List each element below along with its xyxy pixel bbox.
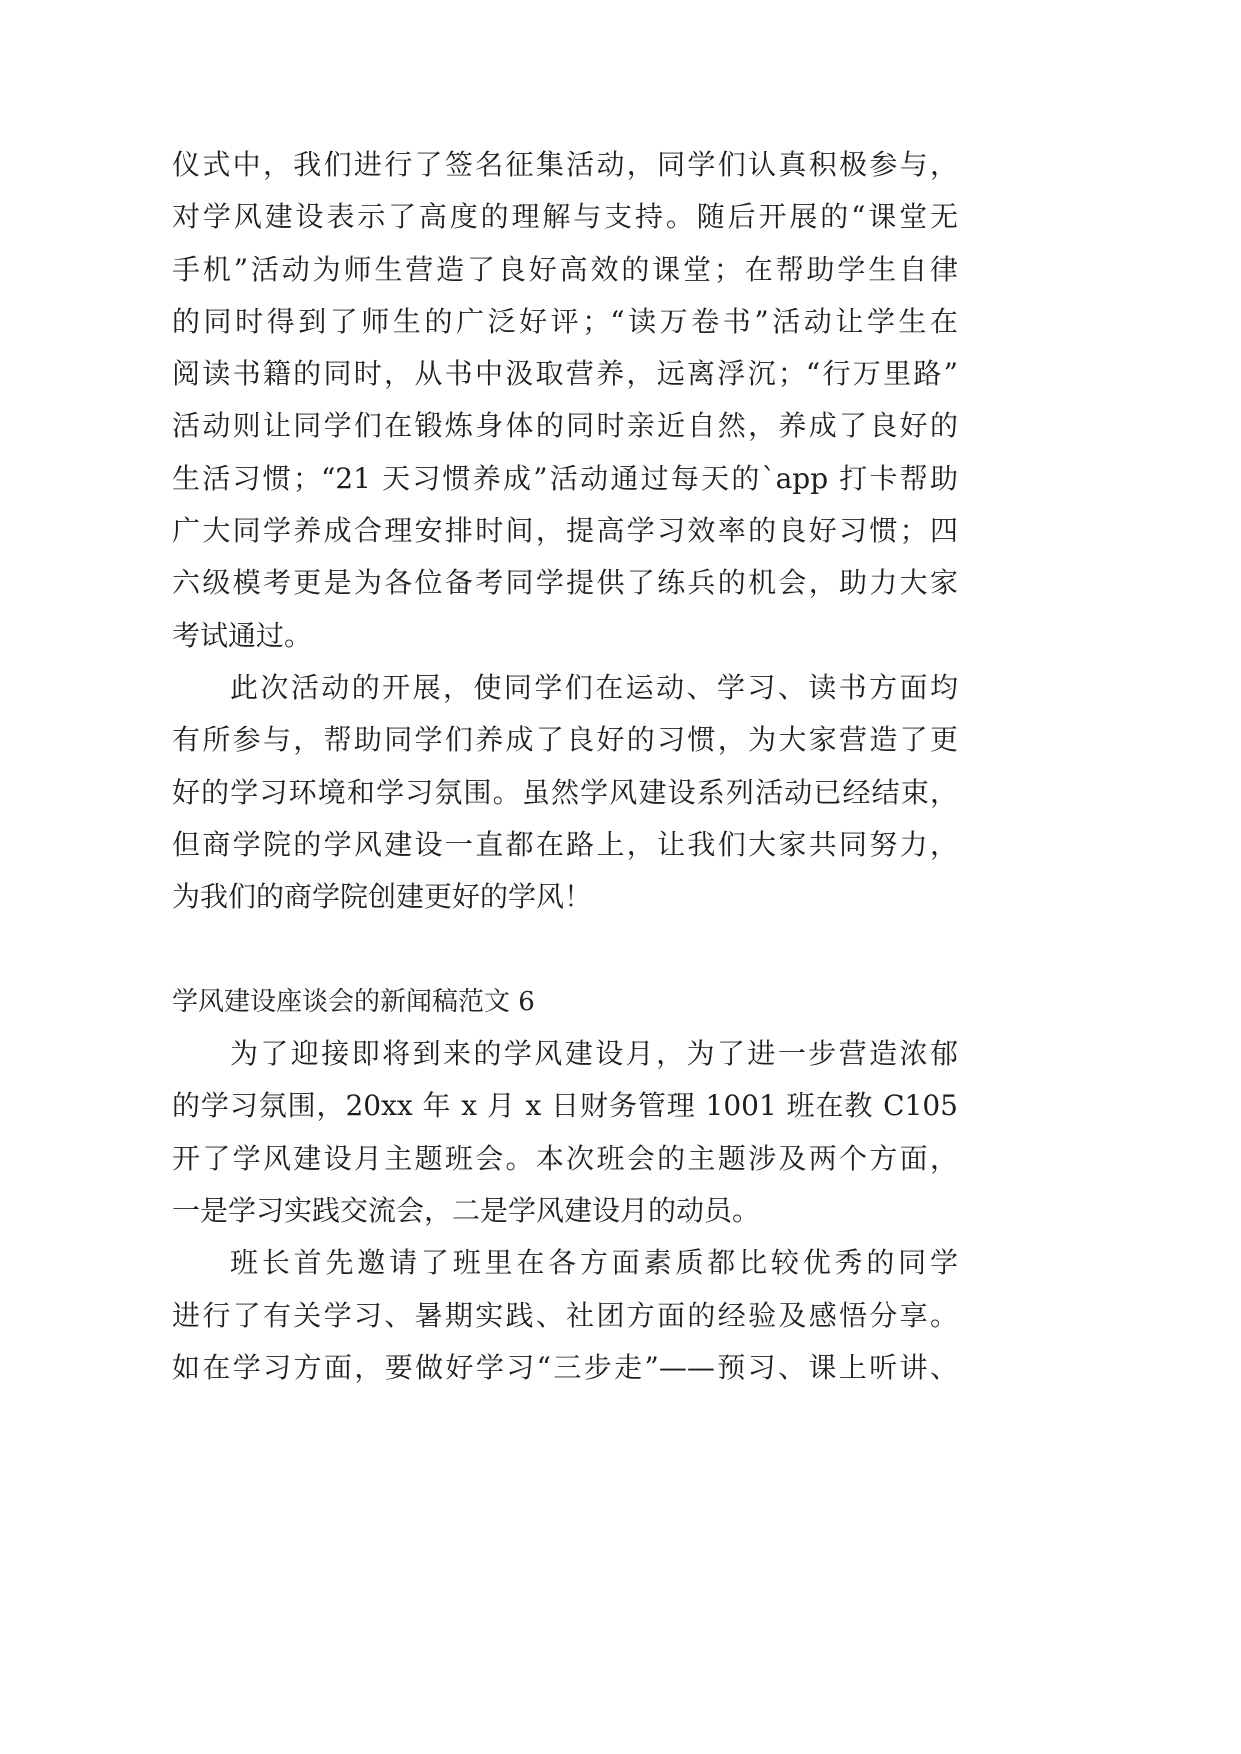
paragraph bbox=[172, 1237, 958, 1394]
paragraph-line: 六级模考更是为各位备考同学提供了练兵的机会，助力大家 bbox=[172, 566, 958, 600]
paragraph-line: 广大同学养成合理安排时间，提高学习效率的良好习惯；四 bbox=[172, 514, 958, 548]
paragraph-line: 的学习氛围，20xx 年 x 月 x 日财务管理 1001 班在教 C105 bbox=[172, 1089, 958, 1123]
paragraph-line: 如在学习方面，要做好学习“三步走”——预习、课上听讲、 bbox=[172, 1350, 958, 1384]
paragraph-line: 一是学习实践交流会，二是学风建设月的动员。 bbox=[172, 1193, 761, 1227]
paragraph bbox=[172, 139, 958, 662]
paragraph-line: 为我们的商学院创建更好的学风！ bbox=[172, 880, 593, 914]
document-body bbox=[172, 139, 958, 1394]
paragraph-line: 手机”活动为师生营造了良好高效的课堂；在帮助学生自律 bbox=[172, 252, 958, 286]
paragraph-line: 有所参与，帮助同学们养成了良好的习惯，为大家营造了更 bbox=[172, 723, 958, 757]
paragraph-line: 进行了有关学习、暑期实践、社团方面的经验及感悟分享。 bbox=[172, 1298, 958, 1332]
section-heading: 学风建设座谈会的新闻稿范文 6 bbox=[172, 986, 535, 1017]
paragraph-line: 班长首先邀请了班里在各方面素质都比较优秀的同学 bbox=[230, 1246, 958, 1280]
blank-line bbox=[172, 923, 958, 975]
paragraph-line: 开了学风建设月主题班会。本次班会的主题涉及两个方面， bbox=[172, 1141, 958, 1175]
paragraph-line: 考试通过。 bbox=[172, 618, 313, 652]
paragraph bbox=[172, 662, 958, 923]
paragraph-line: 此次活动的开展，使同学们在运动、学习、读书方面均 bbox=[230, 670, 958, 704]
paragraph-line: 为了迎接即将到来的学风建设月，为了进一步营造浓郁 bbox=[230, 1037, 958, 1071]
paragraph-line: 活动则让同学们在锻炼身体的同时亲近自然，养成了良好的 bbox=[172, 409, 958, 443]
paragraph-line: 的同时得到了师生的广泛好评；“读万卷书”活动让学生在 bbox=[172, 304, 958, 338]
paragraph-line: 生活习惯；“21 天习惯养成”活动通过每天的`app 打卡帮助 bbox=[172, 461, 958, 495]
paragraph-line: 但商学院的学风建设一直都在路上，让我们大家共同努力， bbox=[172, 827, 958, 861]
paragraph-line: 仪式中，我们进行了签名征集活动，同学们认真积极参与， bbox=[172, 148, 958, 181]
paragraph-line: 对学风建设表示了高度的理解与支持。随后开展的“课堂无 bbox=[172, 200, 958, 234]
paragraph-line: 阅读书籍的同时，从书中汲取营养，远离浮沉；“行万里路” bbox=[172, 357, 958, 391]
paragraph bbox=[172, 1028, 958, 1237]
paragraph-line: 好的学习环境和学习氛围。虽然学风建设系列活动已经结束， bbox=[172, 775, 958, 809]
